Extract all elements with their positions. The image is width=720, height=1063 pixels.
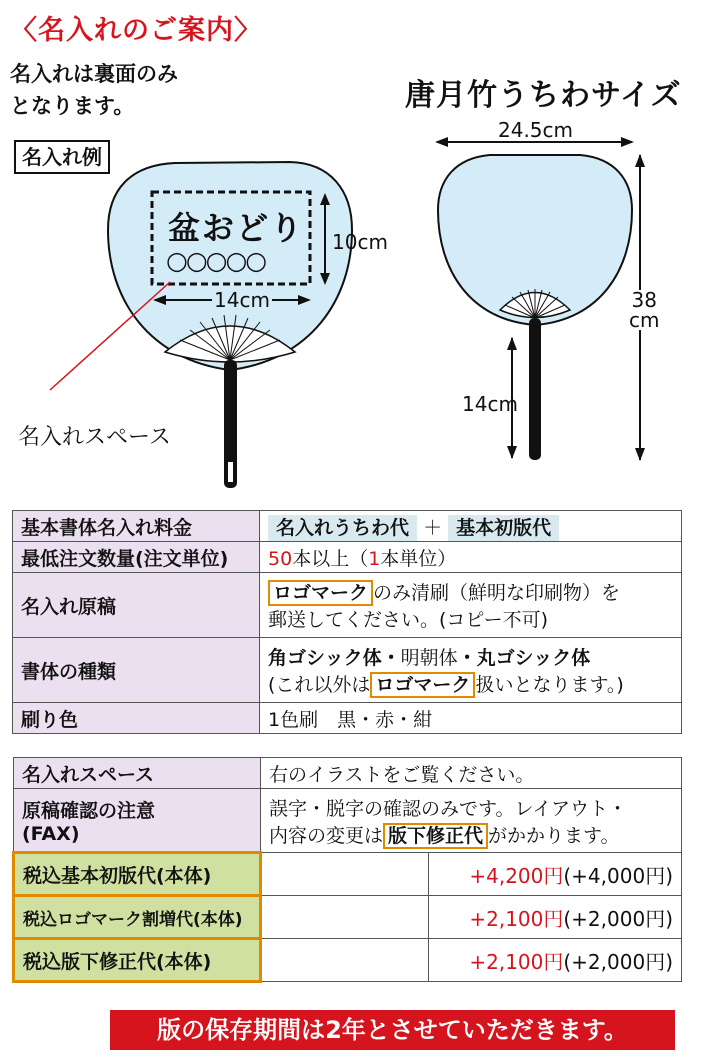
check-label: 原稿確認の注意 (FAX): [14, 789, 261, 853]
table-row: [13, 573, 682, 638]
table-row: [13, 703, 682, 734]
example-badge: 名入れ例: [14, 140, 110, 174]
table-row: [13, 542, 682, 573]
table-row: [14, 939, 682, 982]
original-label: 名入れ原稿: [13, 573, 260, 638]
font-value: 角ゴシック体・明朝体・丸ゴシック体 (これ以外は ロゴマーク 扱いとなります。): [260, 638, 682, 703]
price-blank: [261, 853, 429, 896]
table-row: [14, 853, 682, 896]
price-blank: [261, 896, 429, 939]
note-line-2: となります。: [10, 94, 135, 118]
space-row-label: 名入れスペース: [14, 758, 261, 789]
fee-label: 基本書体名入れ料金: [13, 511, 260, 542]
detail-table: [12, 757, 682, 983]
sample-name-text: 盆おどり: [168, 209, 305, 247]
color-label: 刷り色: [13, 703, 260, 734]
page-title: 〈名入れのご案内〉: [10, 15, 262, 46]
table-row: [14, 789, 682, 853]
color-value: 1色刷 黒・赤・紺: [260, 703, 682, 734]
price-value-logo: +2,100円(+2,000円): [429, 896, 682, 939]
info-table: [12, 510, 682, 734]
check-value: 誤字・脱字の確認のみです。レイアウト・ 内容の変更は 版下修正代 がかかります。: [261, 789, 682, 853]
table-row: [14, 896, 682, 939]
size-width-label: 24.5cm: [498, 118, 574, 142]
size-handle-label: 14cm: [462, 392, 518, 416]
min-order-value: 50本以上（1本単位）: [260, 542, 682, 573]
fee-value: 名入れうちわ代 ＋ 基本初版代: [260, 511, 682, 542]
space-label: 名入れスペース: [18, 425, 171, 450]
price-blank: [261, 939, 429, 982]
note-line-1: 名入れは裏面のみ: [10, 62, 178, 86]
size-title: 唐月竹うちわサイズ: [405, 78, 682, 113]
table-row: [13, 638, 682, 703]
min-order-label: 最低注文数量(注文単位): [13, 542, 260, 573]
table-row: [13, 511, 682, 542]
size-height-label: 38 cm: [629, 288, 660, 332]
example-height-label: 10cm: [332, 230, 388, 254]
price-label-initial: 税込基本初版代(本体): [14, 853, 261, 896]
retention-banner: 版の保存期間は2年とさせていただきます。: [110, 1010, 675, 1050]
table-row: [14, 758, 682, 789]
font-label: 書体の種類: [13, 638, 260, 703]
example-width-label: 14cm: [214, 288, 270, 312]
price-value-initial: +4,200円(+4,000円): [429, 853, 682, 896]
original-value: ロゴマーク のみ清刷（鮮明な印刷物）を 郵送してください。(コピー不可): [260, 573, 682, 638]
sample-circles: ○○○○○: [166, 246, 266, 275]
price-label-logo: 税込ロゴマーク割増代(本体): [14, 896, 261, 939]
price-value-correction: +2,100円(+2,000円): [429, 939, 682, 982]
space-row-value: 右のイラストをご覧ください。: [261, 758, 682, 789]
price-label-correction: 税込版下修正代(本体): [14, 939, 261, 982]
